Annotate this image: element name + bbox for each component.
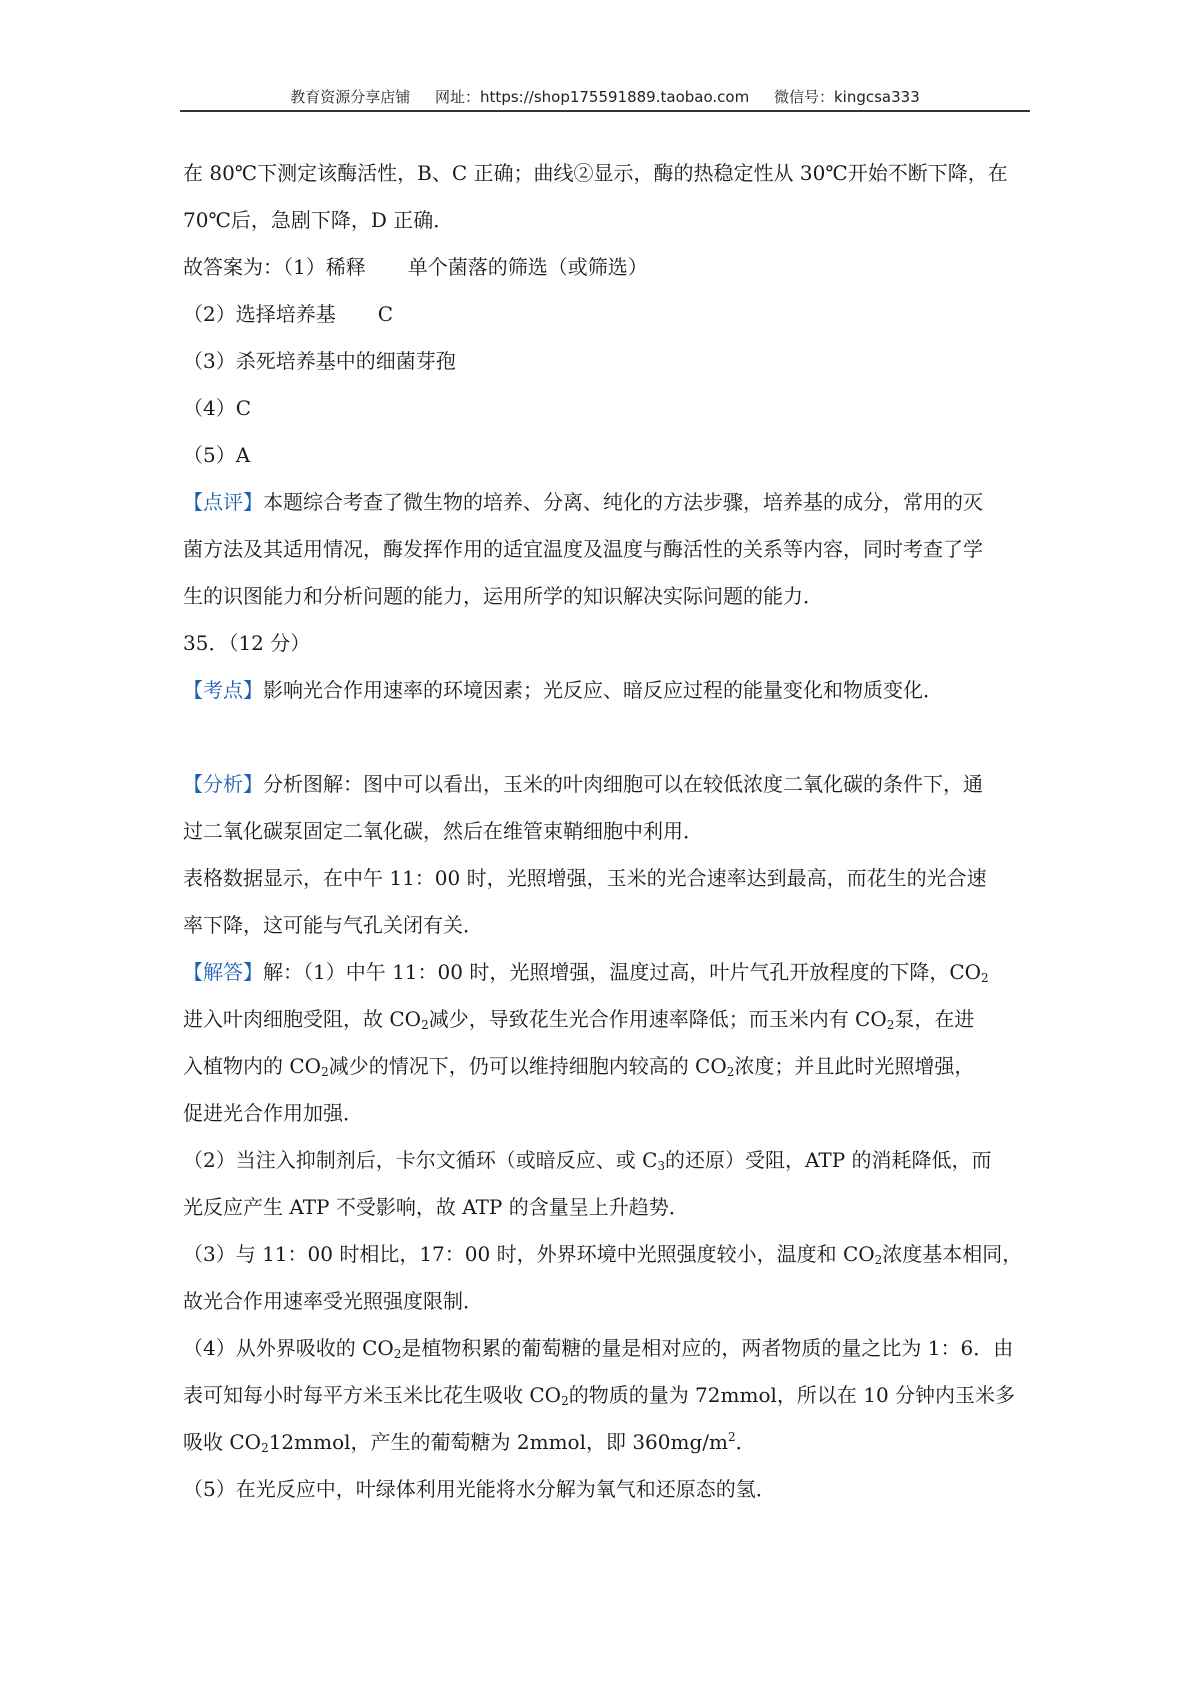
subscript: 2 <box>561 1394 569 1408</box>
superscript: 2 <box>727 1430 736 1444</box>
text-run: 表可知每小时每平方米玉米比花生吸收 CO <box>183 1383 562 1407</box>
solution-text: 解：（1）中午 11：00 时，光照增强，温度过高，叶片气孔开放程度的下降，CO <box>263 960 982 984</box>
text-run: 减少的情况下，仍可以维持细胞内较高的 CO <box>328 1054 727 1078</box>
subscript: 3 <box>657 1159 666 1173</box>
point-tag: 【考点】 <box>183 678 263 702</box>
answer-text: C <box>377 302 394 326</box>
header-url: 网址：https://shop175591889.taobao.com <box>435 88 750 106</box>
answer-line: （5）A <box>183 443 251 467</box>
analysis-text: 分析图解：图中可以看出，玉米的叶肉细胞可以在较低浓度二氧化碳的条件下，通 <box>263 772 983 796</box>
review-line <box>183 479 1028 526</box>
text-run: 浓度基本相同， <box>882 1242 1023 1266</box>
subscript: 2 <box>261 1441 269 1455</box>
text-line: 率下降，这可能与气孔关闭有关． <box>183 913 483 937</box>
header-wechat: 微信号：kingcsa333 <box>773 88 920 106</box>
review-tag: 【点评】 <box>183 490 263 514</box>
solution-line <box>183 949 1028 996</box>
text-line <box>183 996 1028 1043</box>
text-run: 是植物积累的葡萄糖的量是相对应的，两者物质的量之比为 1：6．由 <box>401 1336 1014 1360</box>
text-line: 光反应产生 ATP 不受影响，故 ATP 的含量呈上升趋势． <box>183 1195 689 1219</box>
text-run: 吸收 CO <box>183 1430 262 1454</box>
subscript: 2 <box>981 971 989 985</box>
header-rule <box>180 110 1030 112</box>
answer-line: （4）C <box>183 396 252 420</box>
text-line: 菌方法及其适用情况，酶发挥作用的适宜温度及温度与酶活性的关系等内容，同时考查了学 <box>183 537 983 561</box>
point-text: 影响光合作用速率的环境因素；光反应、暗反应过程的能量变化和物质变化． <box>263 678 943 702</box>
answer-text: 单个菌落的筛选（或筛选） <box>407 255 648 279</box>
text-run: 减少，导致花生光合作用速率降低；而玉米内有 CO <box>428 1007 887 1031</box>
text-line: 过二氧化碳泵固定二氧化碳，然后在维管束鞘细胞中利用． <box>183 819 703 843</box>
analysis-tag: 【分析】 <box>183 772 263 796</box>
text-line: （5）在光反应中，叶绿体利用光能将水分解为氧气和还原态的氢． <box>183 1477 776 1501</box>
text-line <box>183 1419 1028 1466</box>
text-line <box>183 1043 1028 1090</box>
subscript: 2 <box>421 1018 429 1032</box>
text-run: 的还原）受阻，ATP 的消耗降低，而 <box>665 1148 992 1172</box>
subscript: 2 <box>393 1347 402 1361</box>
answer-heading: 故答案为：（1）稀释 <box>183 255 366 279</box>
text-run: 12mmol，产生的葡萄糖为 2mmol，即 360mg/m <box>268 1430 728 1454</box>
text-line: 故光合作用速率受光照强度限制． <box>183 1289 483 1313</box>
text-line: 70℃后，急剧下降，D 正确． <box>183 208 454 232</box>
answer-text: （2）选择培养基 <box>183 302 336 326</box>
text-line: 在 80℃下测定该酶活性，B、C 正确；曲线②显示，酶的热稳定性从 30℃开始不断下降，在 <box>183 161 1008 185</box>
text-line: 生的识图能力和分析问题的能力，运用所学的知识解决实际问题的能力． <box>183 584 823 608</box>
text-line <box>183 1372 1028 1419</box>
text-run: 浓度；并且此时光照增强， <box>734 1054 975 1078</box>
answer-line <box>183 244 1028 291</box>
point-line <box>183 667 1028 714</box>
solution-tag: 【解答】 <box>183 960 263 984</box>
subscript: 2 <box>886 1018 895 1032</box>
subscript: 2 <box>874 1253 883 1267</box>
text-run: （3）与 11：00 时相比，17：00 时，外界环境中光照强度较小，温度和 CO <box>183 1242 875 1266</box>
document-body <box>183 150 1028 1513</box>
text-line <box>183 1325 1028 1372</box>
text-line <box>183 1137 1028 1184</box>
text-line <box>183 1231 1028 1278</box>
review-text: 本题综合考查了微生物的培养、分离、纯化的方法步骤，培养基的成分，常用的灭 <box>263 490 983 514</box>
text-line: 促进光合作用加强． <box>183 1101 363 1125</box>
page-header <box>180 86 1030 107</box>
text-run: 入植物内的 CO <box>183 1054 322 1078</box>
header-shop: 教育资源分享店铺 <box>290 88 411 106</box>
question-number: 35．（12 分） <box>183 631 311 655</box>
analysis-line <box>183 761 1028 808</box>
subscript: 2 <box>726 1065 735 1079</box>
text-run: （4）从外界吸收的 CO <box>183 1336 394 1360</box>
text-run: 泵，在进 <box>894 1007 975 1031</box>
answer-line: （3）杀死培养基中的细菌芽孢 <box>183 349 456 373</box>
text-run: 的物质的量为 72mmol，所以在 10 分钟内玉米多 <box>568 1383 1016 1407</box>
text-run: ． <box>735 1430 756 1454</box>
text-run: 进入叶肉细胞受阻，故 CO <box>183 1007 422 1031</box>
text-run: （2）当注入抑制剂后，卡尔文循环（或暗反应、或 C <box>183 1148 658 1172</box>
answer-line <box>183 291 1028 338</box>
subscript: 2 <box>321 1065 329 1079</box>
text-line: 表格数据显示，在中午 11：00 时，光照增强，玉米的光合速率达到最高，而花生的光合速 <box>183 866 987 890</box>
